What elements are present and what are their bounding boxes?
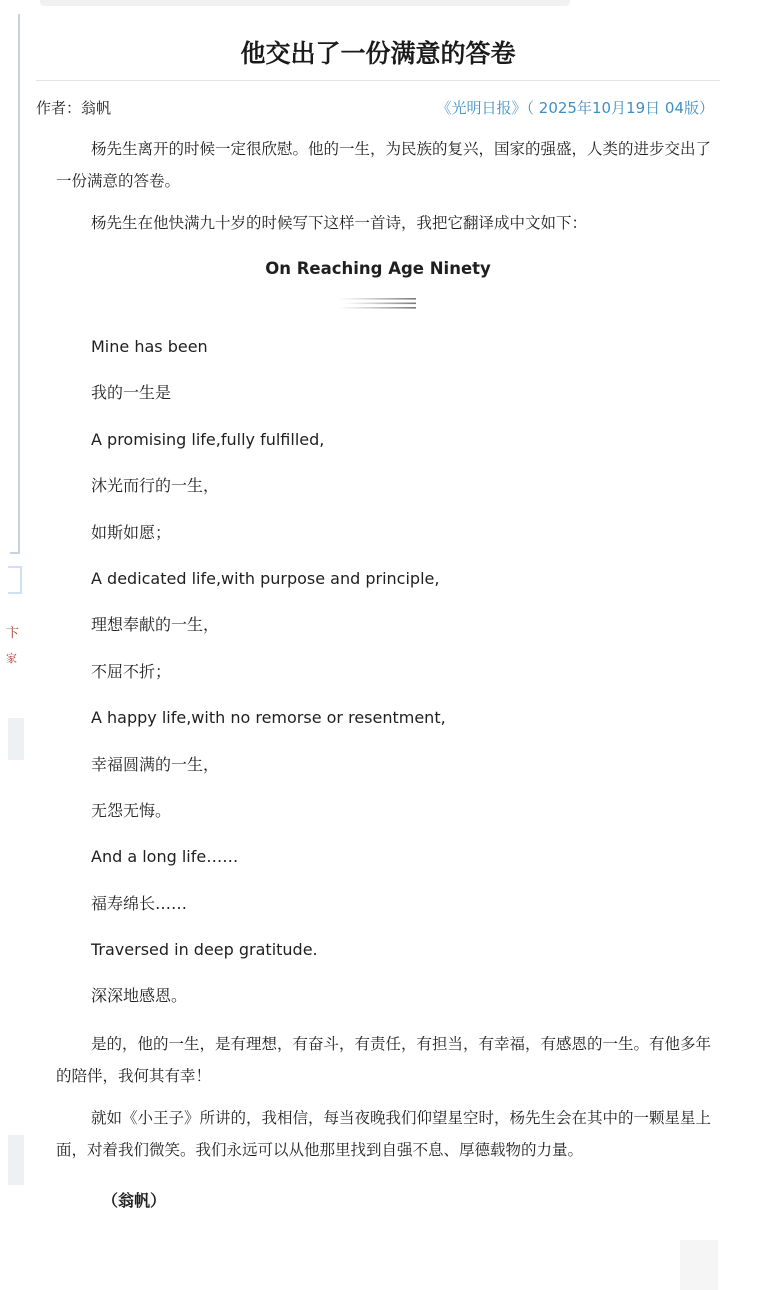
poem-line: Traversed in deep gratitude. [91,940,318,960]
paragraph: 杨先生在他快满九十岁的时候写下这样一首诗，我把它翻译成中文如下： [91,214,588,232]
rail-glyph-top: 卞 [6,626,20,641]
signature: （翁帆） [102,1190,167,1210]
poem-line: 如斯如愿； [91,522,172,542]
author-label: 作者：翁帆 [36,98,112,117]
ornament-icon [338,294,418,312]
paragraph: 是的，他的一生，是有理想，有奋斗，有责任，有担当，有幸福，有感恩的一生。有他多年的陪伴，我何其有幸！ [56,1034,712,1085]
poem-line: 幸福圆满的一生， [91,754,220,774]
poem-line: Mine has been [91,337,208,356]
top-edge-strip [40,0,570,6]
source-link[interactable]: 《光明日报》（ 2025年10月19日 04版） [436,98,714,117]
poem-line: 理想奉献的一生， [91,615,220,635]
rail-line [18,14,20,554]
article-title: 他交出了一份满意的答卷 [240,39,516,68]
poem-line: A promising life,fully fulfilled, [91,429,325,449]
poem-line: 福寿绵长…… [91,893,188,913]
poem-line: 深深地感恩。 [91,986,188,1006]
rail-tick [10,552,20,554]
paragraph: 就如《小王子》所讲的，我相信，每当夜晚我们仰望星空时，杨先生会在其中的一颗星星上面，对着我们微笑。我们永远可以从他那里找到自强不息、厚德载物的力量。 [56,1108,712,1159]
poem [36,324,720,1020]
poem-line: A happy life,with no remorse or resentment, [91,708,446,728]
article [36,14,720,1211]
poem-line: And a long life…… [91,847,239,867]
paragraph: 杨先生离开的时候一定很欣慰。他的一生，为民族的复兴，国家的强盛，人类的进步交出了一份满意的答卷。 [56,140,712,190]
corner-overlay [680,1240,718,1290]
article-meta [36,81,720,133]
rail-glyph-bottom: 家 [6,652,17,665]
poem-title: On Reaching Age Ninety [265,259,491,278]
left-rail [0,0,22,1290]
poem-line: 沐光而行的一生， [91,476,220,496]
rail-panel [8,1135,24,1185]
poem-line: 我的一生是 [91,383,172,403]
rail-bracket [8,566,22,594]
poem-line: A dedicated life,with purpose and principle, [91,568,440,588]
rail-panel [8,718,24,760]
poem-line: 不屈不折； [91,661,172,681]
poem-line: 无怨无悔。 [91,800,172,820]
